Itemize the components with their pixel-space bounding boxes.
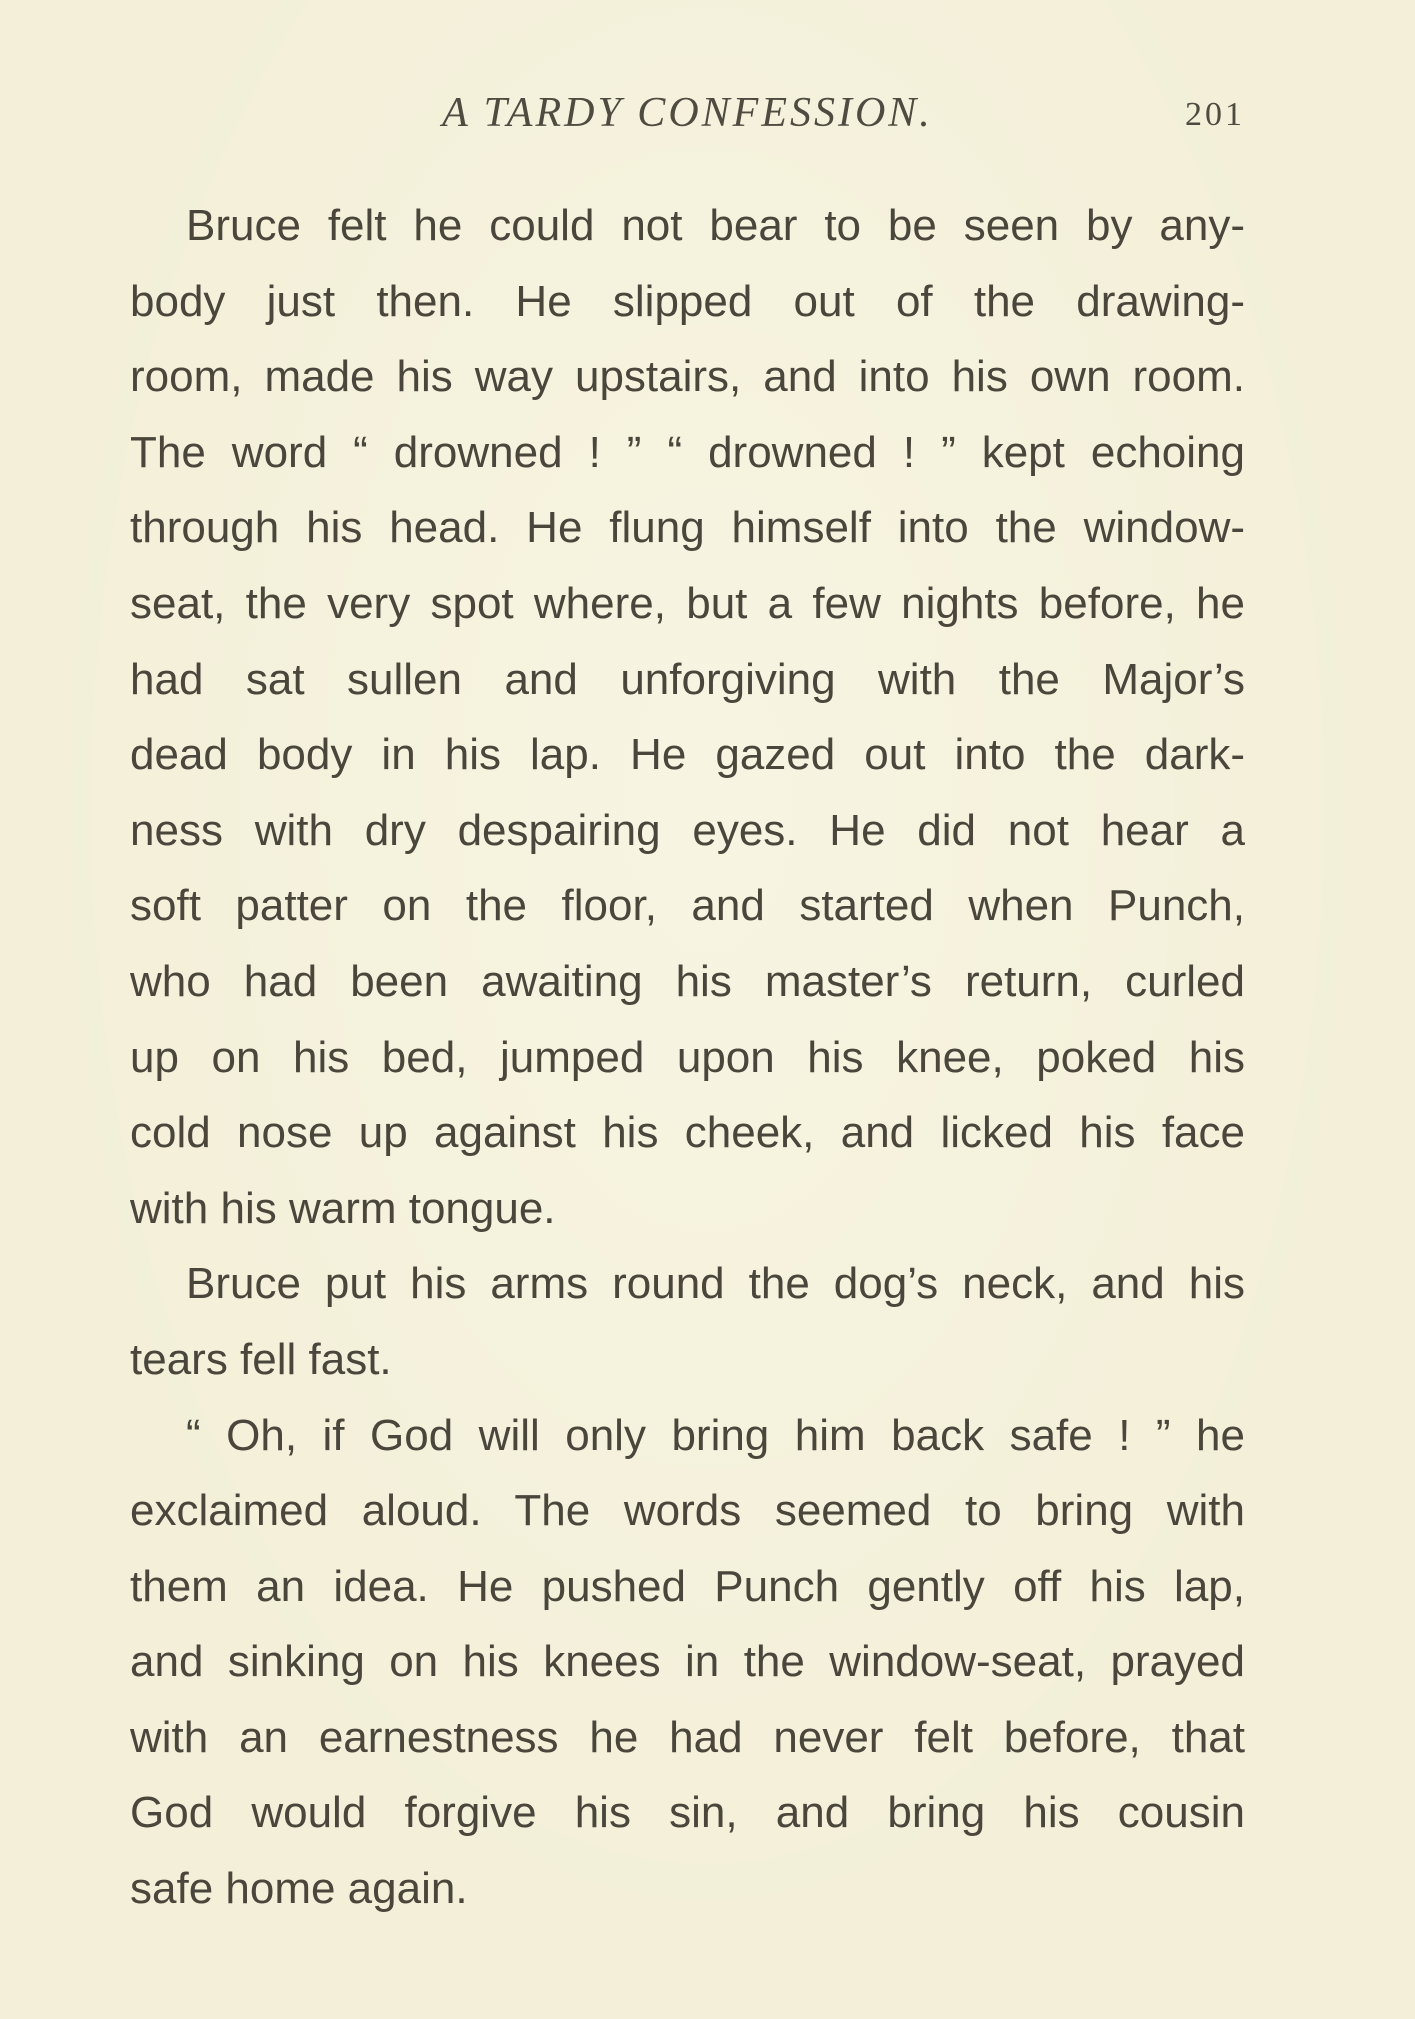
page-number: 201 <box>1185 96 1245 133</box>
text-line: and sinking on his knees in the window-seat, prayed <box>130 1637 1245 1687</box>
running-head <box>130 88 1245 138</box>
text-line: God would forgive his sin, and bring his cousin <box>130 1788 1245 1838</box>
running-title: A TARDY CONFESSION. <box>442 90 933 136</box>
text-line: up on his bed, jumped upon his knee, poked his <box>130 1032 1245 1082</box>
text-line: with an earnestness he had never felt before, that <box>130 1712 1245 1762</box>
text-line: had sat sullen and unforgiving with the Major’s <box>130 654 1245 704</box>
text-line: safe home again. <box>130 1864 468 1914</box>
text-line: soft patter on the floor, and started when Punch, <box>130 881 1245 931</box>
text-line: The word “ drowned ! ” “ drowned ! ” kept echoing <box>130 427 1245 477</box>
text-line: “ Oh, if God will only bring him back safe ! ” he <box>186 1410 1245 1460</box>
text-line: Bruce put his arms round the dog’s neck, and his <box>186 1259 1245 1309</box>
body-text <box>130 188 1245 1927</box>
text-line: body just then. He slipped out of the drawing- <box>130 276 1245 326</box>
text-line: with his warm tongue. <box>130 1183 556 1233</box>
text-line: ness with dry despairing eyes. He did not hear a <box>130 805 1245 855</box>
text-line: cold nose up against his cheek, and licked his face <box>130 1108 1245 1158</box>
text-line: who had been awaiting his master’s return, curled <box>130 956 1245 1006</box>
text-line: dead body in his lap. He gazed out into the dark- <box>130 730 1245 780</box>
text-line: exclaimed aloud. The words seemed to bring with <box>130 1486 1245 1536</box>
text-line: room, made his way upstairs, and into his own room. <box>130 352 1245 402</box>
text-line: them an idea. He pushed Punch gently off his lap, <box>130 1561 1245 1611</box>
text-line: Bruce felt he could not bear to be seen by any- <box>186 201 1245 250</box>
text-line: seat, the very spot where, but a few nights before, he <box>130 578 1245 628</box>
text-line: through his head. He flung himself into the window- <box>130 503 1245 553</box>
text-line: tears fell fast. <box>130 1334 392 1384</box>
